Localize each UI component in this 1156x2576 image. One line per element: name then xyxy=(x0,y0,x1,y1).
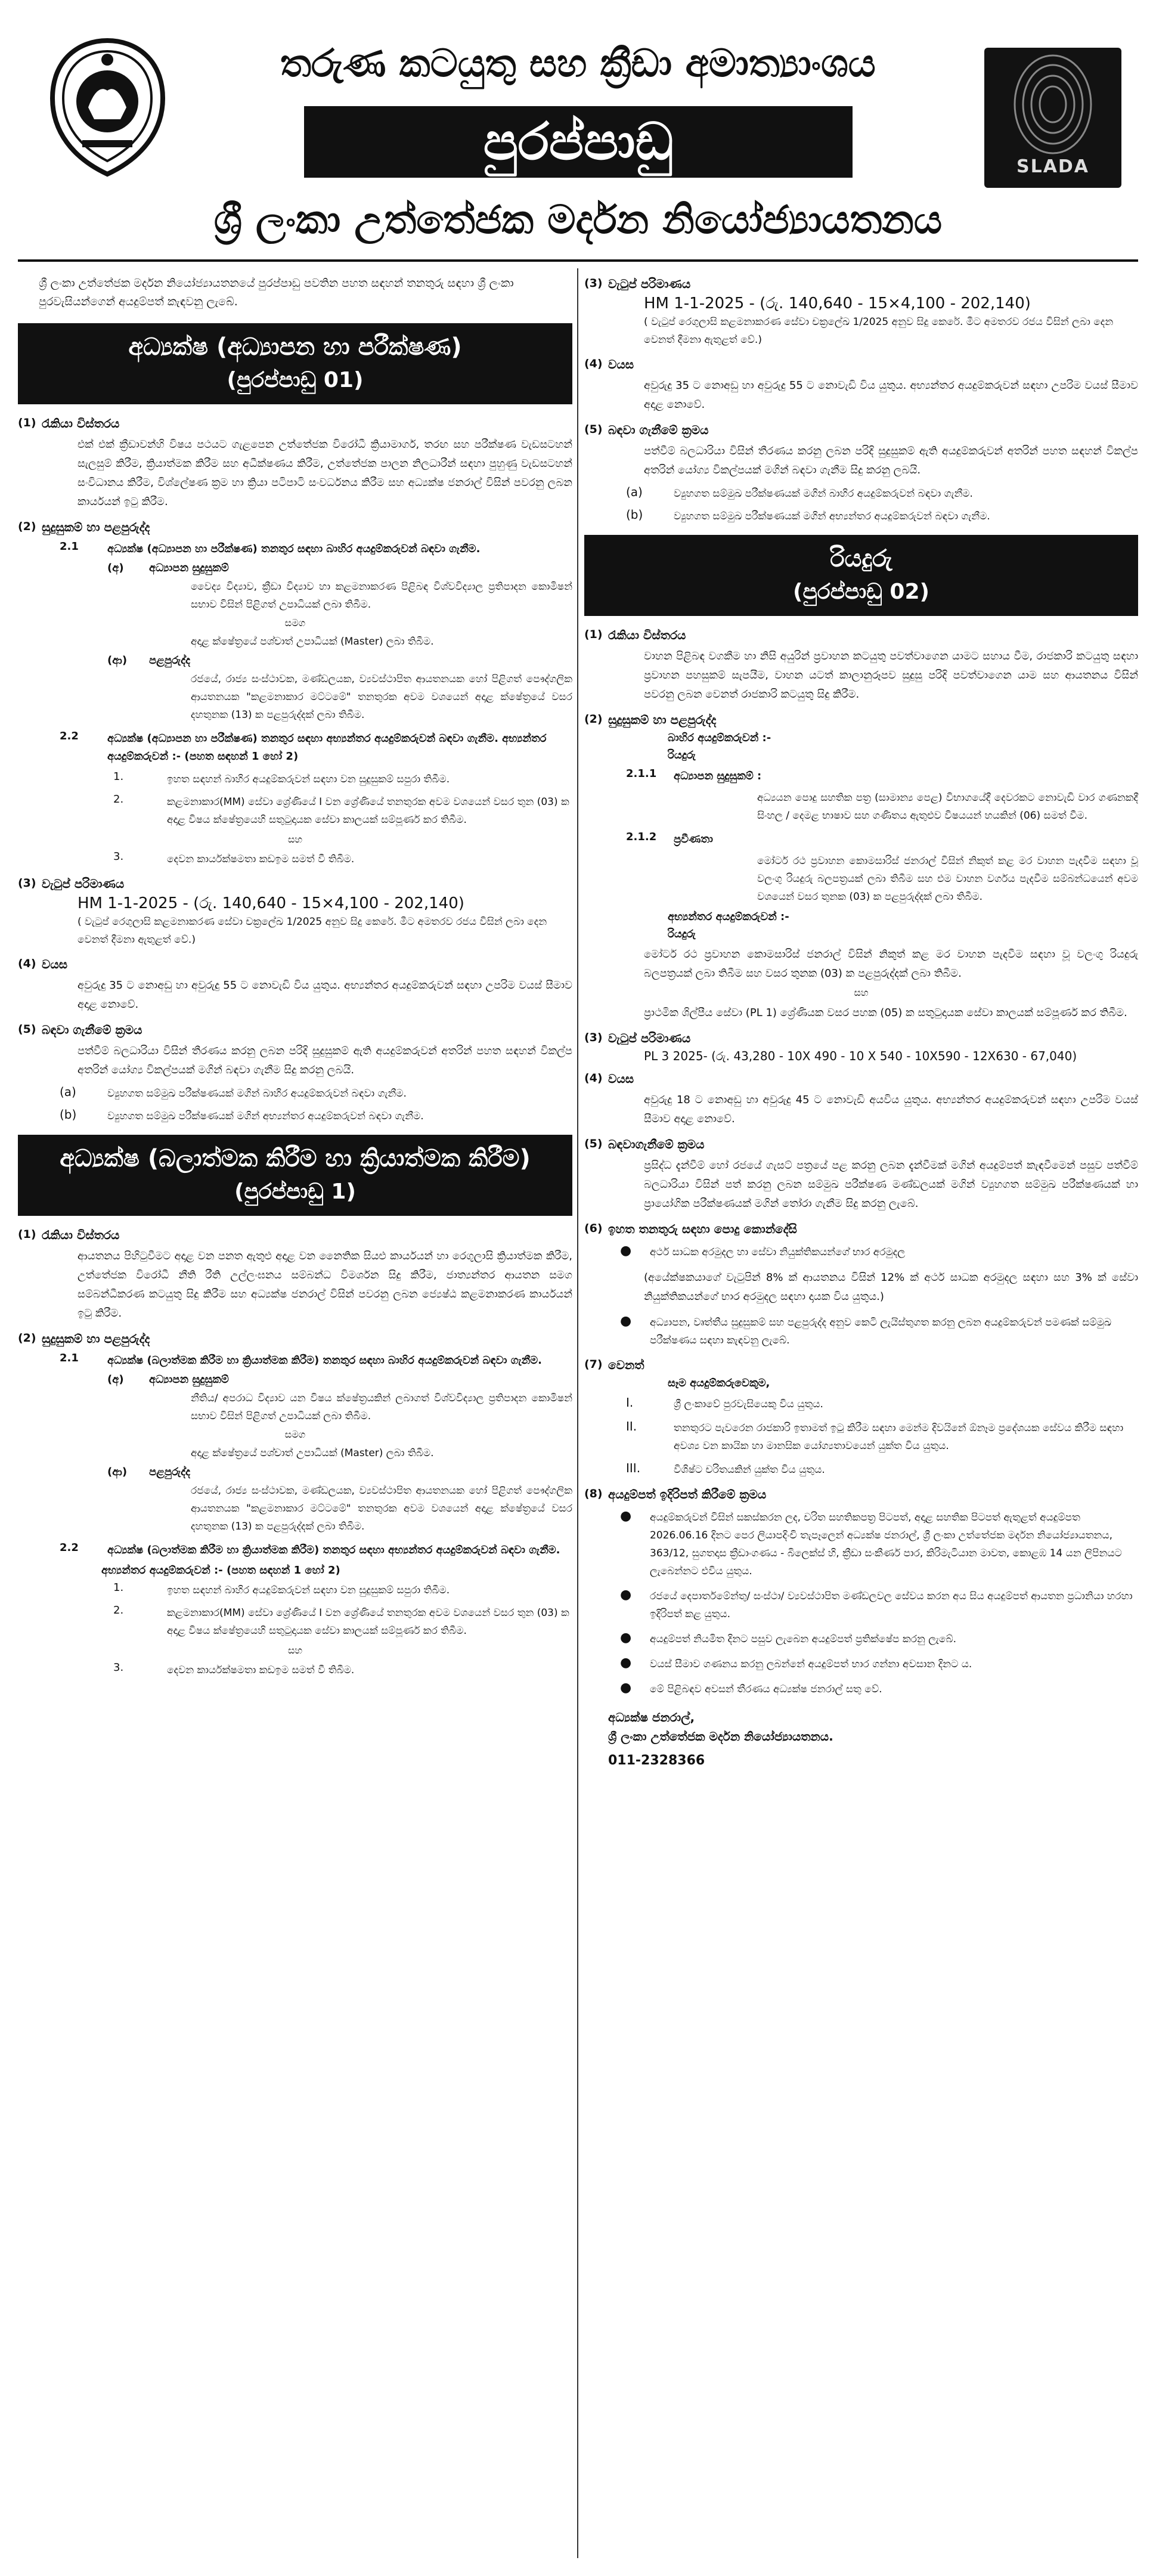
item-number: 1. xyxy=(113,1581,124,1594)
section-number: (6) xyxy=(584,1222,603,1235)
post2-section-2 xyxy=(18,1332,572,1346)
section-number: (8) xyxy=(584,1487,603,1500)
option-label: (a) xyxy=(626,485,643,499)
all-applicants-label: සෑම අයදුම්කරුවෙකුම, xyxy=(668,1377,770,1389)
section-title: රැකියා විස්තරය xyxy=(42,416,120,431)
option-label: (b) xyxy=(60,1107,77,1122)
item-text: ඉහත සඳහන් බාහිර අයදුම්කරුවන් සඳහා වන සුදුසුකම් සපුරා තිබීම. xyxy=(167,1584,450,1596)
post3-section-8 xyxy=(584,1487,1138,1501)
sub-number: 2.2 xyxy=(60,1541,79,1554)
item-label: (ආ) xyxy=(107,654,128,667)
section-title: බඳවාගැනීමේ ක්‍රමය xyxy=(608,1137,705,1151)
post3-section-1 xyxy=(584,628,1138,642)
item-title: පළපුරුද්ද xyxy=(149,654,191,667)
requirement-item xyxy=(584,1395,1138,1413)
post2-section-4 xyxy=(584,357,1138,371)
post2-internal-1 xyxy=(18,1581,572,1599)
post2-salary-note: ( වැටුප් රෙගුලාසි කළමනාකරණ සේවා චක්‍රලේඛ 1/2025 අනුව සිදු කෙරේ. මීට අමතරව රජය විසින් ලබා දෙන වෙනත් දීමනා ඇතුළත් වේ.) xyxy=(644,316,1114,346)
post2-heading xyxy=(18,1135,572,1216)
requirement-number: III. xyxy=(626,1461,641,1475)
post2-job-description: ආයතනය පිහිටුවීමට අදාළ වන පනත ඇතුළු අදාළ වන නෛතික සියළු කාර්යයන් හා රෙගුලාසි ක්‍රියාත්මක කිරීම, උත්තේජක විරෝධී නීති රීති උල්ලංඝනය සම්බන්ධ විමර්ශන සිදු කිරීම, ජාත්‍යන්තර ආයතන සමග සම්බන්ධීකරණ කටයුතු සිදු කිරීම සහ අධ්‍යක්ෂ ජනරාල් විසින් පවරනු ලබන ජ්‍යෙෂ්ඨ කළමනාකරණ කාර්යයන් ඉටු කිරීම. xyxy=(78,1250,572,1320)
post3-internal-driver-label: රියදුරු xyxy=(668,928,696,940)
post3-section-3 xyxy=(584,1031,1138,1045)
post2-experience-text: රජයේ, රාජ්‍ය සංස්ථාවක, මණ්ඩලයක, ව්‍යවස්ථාපිත ආයතනයක හෝ පිළිගත් පෞද්ගලික ආයතනයක "කළමනාකාර මට්ටමේ" තනතුරක අවම වශයෙන් අදාළ ක්ෂේත්‍රයේ වසර දහතුනක (13) ක පළපුරුද්දක් ලබා තිබීම. xyxy=(191,1485,572,1532)
post2-section-3 xyxy=(584,277,1138,291)
post3-pl-text: ප්‍රාථමික ශිල්පීය සේවා (PL 1) ශ්‍රේණියක වසර පහක (05) ක සතුටුදායක සේවා කාලයක් සම්පූර්ණ කර තිබීම. xyxy=(644,1007,1127,1019)
application-text: අයදුම්කරුවන් විසින් සකස්කරන ලද, චරිත සහතිකපත්‍ර පිටපත්, අදාළ සහතික පිටපත් ඇතුළත් අයදුම්පත 2026.06.16 දිනට පෙර ලියාපදිංචි තැපෑලෙන් අධ්‍යක්ෂ ජනරාල්, ශ්‍රී ලංකා උත්තේජක මර්දන නියෝජ්‍යායතනය, 363/12, සුගතදාස ක්‍රීඩාංගණය - බිලෙක්ස් හි, ක්‍රීඩා සංකීර්ණ පාර, කිරිමැටියාන මාවත, කොළඹ 14 යන ලිපිනයට ලැබෙන්නට එවිය යුතුය. xyxy=(650,1512,1122,1577)
requirement-number: II. xyxy=(626,1419,637,1433)
post1-heading xyxy=(18,323,572,404)
requirement-number: I. xyxy=(626,1395,634,1410)
item-text: කළමනාකාර(MM) සේවා ශ්‍රේණියේ I වන ශ්‍රේණියේ තනතුරක අවම වශයෙන් වසර තුන (03) ක අදාළ විෂය ක්ෂේත්‍රයෙහි සතුටුදායක සේවා කාලයක් සම්පූර්ණ කර තිබීම. xyxy=(167,1607,569,1637)
header-rule xyxy=(18,259,1138,262)
post3-salary: PL 3 2025- (රු. 43,280 - 10X 490 - 10 X 540 - 10X590 - 12X630 - 67,040) xyxy=(644,1049,1077,1063)
section-number: (2) xyxy=(18,520,36,533)
section-number: (4) xyxy=(584,357,603,370)
signatory-block xyxy=(584,1708,1138,1746)
post2-experience xyxy=(18,1466,572,1478)
post2-method: පත්වීම් බලධාරියා විසින් තීරණය කරනු ලබන පරිදි සුදුසුකම් ඇති අයදුම්කරුවන් අතරින් පහත සඳහන් විකල්ප අතරින් යෝග්‍ය විකල්පයක් මගින් බඳවා ගැනීම සිදු කරනු ලබයි. xyxy=(644,445,1138,476)
application-item xyxy=(584,1509,1138,1580)
requirement-text: ශ්‍රී ලංකාවේ පුරවැසියෙකු විය යුතුය. xyxy=(674,1398,823,1410)
condition-note: (අයේක්ෂකයාගේ වැටුපින් 8% ක් ආයතනය විසින් 12% ක් අර්ථ සාධක අරමුදල සඳහා සහ 3% ක් සේවා නියුක්තිකයන්ගේ භාර අරමුදල සඳහා දායක විය යුතුය.) xyxy=(644,1271,1138,1303)
section-number: (4) xyxy=(584,1072,603,1085)
section-number: (5) xyxy=(584,1137,603,1150)
option-text: ව්‍යුහගත සම්මුඛ පරීක්ෂණයක් මගින් බාහිර අයදුම්කරුවන් බඳවා ගැනීම. xyxy=(674,488,973,500)
section-number: (5) xyxy=(18,1023,36,1036)
item-title: අධ්‍යාපන සුදුසුකම් xyxy=(149,562,229,574)
left-column xyxy=(18,268,572,2558)
post2-sub-2-1 xyxy=(18,1352,572,1370)
post1-section-4 xyxy=(18,957,572,971)
sub-title: ප්‍රවීණතා xyxy=(674,833,713,846)
item-title: පළපුරුද්ද xyxy=(149,1466,191,1478)
post2-education-extra: අදාළ ක්ෂේත්‍රයේ පශ්චාත් උපාධියක් (Master) ලබා තිබීම. xyxy=(191,1447,434,1459)
post3-skills-text: මෝටර් රථ ප්‍රවාහන කොමසාරිස් ජනරාල් විසින් නිකුත් කළ මර වාහන පැදවීම සඳහා වූ වලංගු රියදුරු බලපත්‍රයක් ලබා තිබීම සහ එම වාහන වර්ගය පැදවීම සම්බන්ධයෙන් අවම වශයෙන් වසර තුනක (03) ක පළපුරුද්දක් ලබා තිබීම. xyxy=(757,855,1138,903)
sub-number: 2.1.1 xyxy=(626,767,657,780)
section-title: වැටුප් පරිමාණය xyxy=(608,1031,691,1045)
item-number: 3. xyxy=(113,850,124,863)
section-title: අයදුම්පත් ඉදිරිපත් කිරීමේ ක්‍රමය xyxy=(608,1487,767,1501)
requirement-item xyxy=(584,1461,1138,1479)
application-text: රජයේ දෙපාර්තමේන්තු/ සංස්ථා/ ව්‍යවස්ථාපිත මණ්ඩලවල සේවය කරන අය සිය අයදුම්පත් ආයතන ප්‍රධානියා හරහා ඉදිරිපත් කළ යුතුය. xyxy=(650,1590,1133,1620)
application-item xyxy=(584,1630,1138,1648)
item-text: කළමනාකාර(MM) සේවා ශ්‍රේණියේ I වන ශ්‍රේණියේ තනතුරක අවම වශයෙන් වසර තුන (03) ක අදාළ විෂය ක්ෂේත්‍රයෙහි සතුටුදායක සේවා කාලයක් සම්පූර්ණ කර තිබීම. xyxy=(167,796,569,826)
sub-number: 2.1 xyxy=(60,540,79,553)
post2-option-a xyxy=(584,485,1138,503)
post3-external-label: බාහිර අයදුම්කරුවන් :- xyxy=(668,732,771,744)
post2-section-1 xyxy=(18,1228,572,1242)
notice-header xyxy=(18,18,1138,262)
item-title: අධ්‍යාපන සුදුසුකම් xyxy=(149,1373,229,1386)
contact-phone: 011-2328366 xyxy=(608,1753,705,1768)
post3-section-2 xyxy=(584,713,1138,727)
section-title: වෙනත් xyxy=(608,1358,644,1372)
requirement-item xyxy=(584,1419,1138,1455)
post2-subtitle: (පුරප්පාඩු 1) xyxy=(234,1179,356,1204)
post1-title: අධ්‍යක්ෂ (අධ්‍යාපන හා පරීක්ෂණ) xyxy=(128,333,462,361)
condition-text: අධ්‍යාපන, වෘත්තීය සුදුසුකම් සහ පළපුරුද්ද අනුව කෙටි ලැයිස්තුගත කරනු ලබන අයදුම්කරුවන් පමණක් සම්මුඛ පරීක්ෂණය සඳහා කැඳවනු ලැබේ. xyxy=(650,1317,1112,1346)
item-number: 2. xyxy=(113,793,124,806)
post3-section-4 xyxy=(584,1072,1138,1086)
section-title: ඉහත තනතුරු සඳහා පොදු කොන්දේසි xyxy=(608,1222,797,1236)
bullet-icon: ● xyxy=(620,1630,632,1645)
item-text: දෙවන කාර්යක්ෂමතා කඩඉම සමත් වී තිබීම. xyxy=(167,853,355,865)
option-label: (a) xyxy=(60,1085,76,1099)
application-text: අයදුම්පත් නියමිත දිනට පසුව ලැබෙන අයදුම්පත් ප්‍රතික්ෂේප කරනු ලැබේ. xyxy=(650,1633,957,1645)
agency-title: ශ්‍රී ලංකා උත්තේජක මර්දන නියෝජ්‍යායතනය xyxy=(213,197,943,243)
post1-section-1 xyxy=(18,416,572,431)
intro-text: ශ්‍රී ලංකා උත්තේජක මර්දන නියෝජ්‍යායතනයේ පුරප්පාඩු පවතින පහත සඳහන් තනතුරු සඳහා ශ්‍රී ලංකා පුරවැසියන්ගෙන් අයදුම්පත් කැඳවනු ලැබේ. xyxy=(39,277,514,308)
connector-word: සමග xyxy=(284,617,306,628)
section-title: සුදුසුකම් හා පළපුරුද්ද xyxy=(42,520,150,534)
post1-sub-2-1 xyxy=(18,540,572,558)
section-number: (2) xyxy=(584,713,603,726)
post2-section-5 xyxy=(584,423,1138,437)
connector-word: සහ xyxy=(287,834,303,845)
post2-salary: HM 1-1-2025 - (රු. 140,640 - 15×4,100 - 202,140) xyxy=(644,295,1031,312)
bullet-icon: ● xyxy=(620,1655,632,1670)
option-text: ව්‍යුහගත සම්මුඛ පරීක්ෂණයක් මගින් බාහිර අයදුම්කරුවන් බඳවා ගැනීම. xyxy=(107,1088,407,1100)
sub-title: අධ්‍යක්ෂ (බලාත්මක කිරීම හා ක්‍රියාත්මක කිරීම) තනතුර සඳහා බාහිර අයදුම්කරුවන් බඳවා ගැනීම. xyxy=(107,1354,543,1367)
post1-experience xyxy=(18,654,572,667)
slada-logo-text: SLADA xyxy=(1016,156,1090,177)
application-item xyxy=(584,1680,1138,1698)
item-label: (අ) xyxy=(107,562,124,574)
sub-title: අධ්‍යක්ෂ (අධ්‍යාපන හා පරීක්ෂණ) තනතුර සඳහා බාහිර අයදුම්කරුවන් බඳවා ගැනීම. xyxy=(107,543,481,555)
connector-word: සමග xyxy=(284,1429,306,1440)
requirement-text: විශිෂ්ට චරිතයකින් යුක්ත විය යුතුය. xyxy=(674,1464,825,1476)
section-title: රැකියා විස්තරය xyxy=(608,628,686,642)
sub-number: 2.1 xyxy=(60,1352,79,1364)
item-number: 3. xyxy=(113,1661,124,1674)
item-label: (ආ) xyxy=(107,1466,128,1478)
post1-job-description: එක් එක් ක්‍රීඩාවන්හි විෂය පථයට ගැළපෙන උත්තේජක විරෝධී ක්‍රියාමාර්ග, තරඟ සහ පරීක්ෂණ වැඩසටහන් සැලසුම් කිරීම, ක්‍රියාත්මක කිරීම සහ අධීක්ෂණය කිරීම, උත්තේජක පාලන නිලධාරීන් සඳහා පුහුණු වැඩසටහන් සංවිධානය කිරීම, විශ්ලේෂණ ක්‍රම හා ක්‍රියා පටිපාටි සංවර්ධනය කිරීම සහ අධ්‍යක්ෂ ජනරාල් විසින් පවරනු ලබන කාර්යයන් ඉටු කිරීම. xyxy=(78,438,572,508)
section-title: සුදුසුකම් හා පළපුරුද්ද xyxy=(42,1332,150,1346)
post2-internal-2 xyxy=(18,1604,572,1640)
post3-section-6 xyxy=(584,1222,1138,1236)
option-text: ව්‍යුහගත සම්මුඛ පරීක්ෂණයක් මගින් අභ්‍යන්තර අයදුම්කරුවන් බඳවා ගැනීම. xyxy=(107,1110,424,1122)
post1-subtitle: (පුරප්පාඩු 01) xyxy=(227,368,364,392)
section-title: වයස xyxy=(42,957,68,971)
item-text: ඉහත සඳහන් බාහිර අයදුම්කරුවන් සඳහා වන සුදුසුකම් සපුරා තිබීම. xyxy=(167,773,450,785)
section-number: (1) xyxy=(18,416,36,429)
post2-education xyxy=(18,1373,572,1386)
post1-section-2 xyxy=(18,520,572,534)
option-label: (b) xyxy=(626,507,643,522)
post2-title: අධ්‍යක්ෂ (බලාත්මක කිරීම හා ක්‍රියාත්මක කිරීම) xyxy=(60,1145,531,1172)
section-title: බඳවා ගැනීමේ ක්‍රමය xyxy=(608,423,709,437)
post3-title: රියදුරු xyxy=(830,545,892,572)
post1-salary-note: ( වැටුප් රෙගුලාසි කළමනාකරණ සේවා චක්‍රලේඛ 1/2025 අනුව සිදු කෙරේ. මීට අමතරව රජය විසින් ලබා දෙන වෙනත් දීමනා ඇතුළත් වේ.) xyxy=(78,916,547,946)
section-number: (3) xyxy=(18,877,36,890)
post3-education-text: අධ්‍යයන පොදු සහතික පත්‍ර (සාමාන්‍ය පෙළ) විභාගයේදී දෙවරකට නොවැඩි වාර ගණනකදී සිංහල / දෙමළ භාෂාව සහ ගණිතය ඇතුළුව විෂයයන් හයකින් (06) සමත් වීම. xyxy=(757,792,1138,822)
post1-experience-text: රජයේ, රාජ්‍ය සංස්ථාවක, මණ්ඩලයක, ව්‍යවස්ථාපිත ආයතනයක හෝ පිළිගත් පෞද්ගලික ආයතනයක "කළමනාකාර මට්ටමේ" තනතුරක අවම වශයෙන් අදාළ ක්ෂේත්‍රයේ වසර දහතුනක (13) ක පළපුරුද්දක් ලබා තිබීම. xyxy=(191,673,572,721)
section-title: වැටුප් පරිමාණය xyxy=(608,277,691,291)
post1-internal-2 xyxy=(18,793,572,829)
post3-subtitle: (පුරප්පාඩු 02) xyxy=(793,580,929,604)
section-number: (5) xyxy=(584,423,603,436)
condition-item xyxy=(584,1314,1138,1349)
post3-section-5 xyxy=(584,1137,1138,1151)
post1-sub-2-2 xyxy=(18,730,572,766)
fingerprint-icon xyxy=(984,48,1121,161)
signatory-title: අධ්‍යක්ෂ ජනරාල්, xyxy=(608,1710,695,1724)
post3-job-description: වාහන පිළිබඳ වගකීම හා නිසි අයුරින් ප්‍රවාහන කටයුතු පවත්වාගෙන යාමට සහාය වීම, රාජකාරි කටයුතු සඳහා ප්‍රවාහන පහසුකම් සැපයීම, වාහන යටත් කාලානුරූපව සුදුසු පරිදි පවත්වාගෙන යාම සහ ආයතනය විසින් පවරනු ලබන වෙනත් රාජකාරි කටයුතු සිදු කිරීම. xyxy=(644,650,1138,701)
condition-item xyxy=(584,1243,1138,1261)
condition-text: අර්ථ සාධක අරමුදල හා සේවා නියුක්තිකයන්ගේ භාර අරමුදල xyxy=(650,1246,906,1258)
post3-sub-2-1-2 xyxy=(584,831,1138,849)
post2-option-b xyxy=(584,507,1138,525)
right-column xyxy=(584,268,1138,2558)
sub-number: 2.1.2 xyxy=(626,831,657,843)
post3-internal-text: මෝටර් රථ ප්‍රවාහන කොමසාරිස් ජනරාල් විසින් නිකුත් කළ මර වාහන පැදවීම සඳහා වූ වලංගු රියදුරු බලපත්‍රයක් ලබා තිබීම සහ වසර තුනක (03) ක පළපුරුද්දක් ලබා තිබීම. xyxy=(644,948,1138,980)
post3-section-7 xyxy=(584,1358,1138,1372)
item-label: (අ) xyxy=(107,1373,124,1386)
connector-word: සහ xyxy=(287,1645,303,1656)
sub-title: අධ්‍යක්ෂ (බලාත්මක කිරීම හා ක්‍රියාත්මක කිරීම) තනතුර සඳහා අභ්‍යන්තර අයදුම්කරුවන් බඳවා ගැනීම. xyxy=(107,1544,560,1556)
item-number: 2. xyxy=(113,1604,124,1617)
post1-salary: HM 1-1-2025 - (රු. 140,640 - 15×4,100 - 202,140) xyxy=(78,894,464,912)
section-number: (3) xyxy=(584,1031,603,1044)
post1-internal-1 xyxy=(18,770,572,788)
post1-section-5 xyxy=(18,1023,572,1037)
bullet-icon: ● xyxy=(620,1243,632,1258)
section-title: බඳවා ගැනීමේ ක්‍රමය xyxy=(42,1023,142,1037)
item-text: දෙවන කාර්යක්ෂමතා කඩඉම සමත් වී තිබීම. xyxy=(167,1664,355,1676)
sub-number: 2.2 xyxy=(60,730,79,742)
section-title: රැකියා විස්තරය xyxy=(42,1228,120,1242)
notice-page xyxy=(18,18,1138,2558)
post1-method: පත්වීම් බලධාරියා විසින් තීරණය කරනු ලබන පරිදි සුදුසුකම් ඇති අයදුම්කරුවන් අතරින් පහත සඳහන් විකල්ප අතරින් යෝග්‍ය විකල්පයක් මගින් බඳවා ගැනීම සිදු කරනු ලබයි. xyxy=(78,1045,572,1076)
post3-method: ප්‍රසිද්ධ දැන්වීම් හෝ රජයේ ගැසට් පත්‍රයේ පළ කරනු ලබන දැන්වීමක් මගින් අයදුම්පත් කැඳවීමෙන් පසුව පත්වීම් බලධාරියා විසින් පත් කරනු ලබන සම්මුඛ පරීක්ෂණ මණ්ඩලයක් මගින් ව්‍යුහගත සම්මුඛ පරීක්ෂණයක් හා ප්‍රායෝගික පරීක්ෂණයක් මගින් තෝරා ගැනීම සිදු කරනු ලැබේ. xyxy=(644,1159,1138,1210)
bullet-icon: ● xyxy=(620,1587,632,1602)
section-number: (1) xyxy=(18,1228,36,1241)
post3-sub-2-1-1 xyxy=(584,767,1138,785)
signatory-agency: ශ්‍රී ලංකා උත්තේජක මර්දන නියෝජ්‍යායතනය. xyxy=(608,1729,833,1744)
ministry-title: තරුණ කටයුතු සහ ක්‍රීඩා අමාත්‍යාංශය xyxy=(280,42,876,86)
post2-internal-3 xyxy=(18,1661,572,1679)
post1-option-b xyxy=(18,1107,572,1125)
bullet-icon: ● xyxy=(620,1314,632,1329)
sub-title: අධ්‍යාපන සුදුසුකම් : xyxy=(674,770,762,782)
slada-logo xyxy=(984,48,1121,188)
post3-age: අවුරුදු 18 ට නොඅඩු හා අවුරුදු 45 ට නොවැඩි අයවිය යුතුය. අභ්‍යන්තර අයදුම්කරුවන් සඳහා උපරිම වයස් සීමාව අදාළ නොවේ. xyxy=(644,1094,1138,1125)
section-title: සුදුසුකම් හා පළපුරුද්ද xyxy=(608,713,717,727)
connector-word: සහ xyxy=(854,987,869,998)
post2-age: අවුරුදු 35 ට නොඅඩු හා අවුරුදු 55 ට නොවැඩි විය යුතුය. අභ්‍යන්තර අයදුම්කරුවන් සඳහා උපරිම වයස් සීමාව අදාළ නොවේ. xyxy=(644,379,1138,411)
post2-sub-2-2 xyxy=(18,1541,572,1559)
bullet-icon: ● xyxy=(620,1680,632,1695)
post2-internal-label: අභ්‍යන්තර අයදුම්කරුවන් :- (පහත සඳහන් 1 හෝ 2) xyxy=(101,1564,340,1577)
vacancies-banner: පුරප්පාඩු xyxy=(304,106,853,178)
post1-age: අවුරුදු 35 ට නොඅඩු හා අවුරුදු 55 ට නොවැඩි විය යුතුය. අභ්‍යන්තර අයදුම්කරුවන් සඳහා උපරිම වයස් සීමාව අදාළ නොවේ. xyxy=(78,979,572,1011)
section-number: (4) xyxy=(18,957,36,970)
section-title: වැටුප් පරිමාණය xyxy=(42,877,125,891)
post1-internal-3 xyxy=(18,850,572,868)
section-number: (1) xyxy=(584,628,603,641)
post3-heading xyxy=(584,535,1138,616)
section-number: (3) xyxy=(584,277,603,290)
item-number: 1. xyxy=(113,770,124,783)
post3-internal-label: අභ්‍යන්තර අයදුම්කරුවන් :- xyxy=(668,911,789,923)
post1-section-3 xyxy=(18,877,572,891)
post1-education-extra: අදාළ ක්ෂේත්‍රයේ පශ්චාත් උපාධියක් (Master) ලබා තිබීම. xyxy=(191,636,434,648)
bullet-icon: ● xyxy=(620,1509,632,1524)
column-divider xyxy=(577,268,578,2558)
section-number: (2) xyxy=(18,1332,36,1345)
post1-option-a xyxy=(18,1085,572,1103)
requirement-text: තනතුරට පැවරෙන රාජකාරි ඉතාමත් ඉටු කිරීම සඳහා මෙන්ම දිවයිනේ ඕනෑම ප්‍රදේශයක සේවය කිරීම සඳහා අවශ්‍ය වන කායික හා මානසික යෝග්‍යතාවයෙන් යුක්ත විය යුතුය. xyxy=(674,1422,1124,1452)
application-item xyxy=(584,1587,1138,1623)
section-title: වයස xyxy=(608,1072,634,1086)
post3-driver-label: රියදුරු xyxy=(668,749,696,761)
application-text: මේ පිළිබඳව අවසන් තීරණය අධ්‍යක්ෂ ජනරාල් සතු වේ. xyxy=(650,1683,882,1695)
option-text: ව්‍යුහගත සම්මුඛ පරීක්ෂණයක් මගින් අභ්‍යන්තර අයදුම්කරුවන් බඳවා ගැනීම. xyxy=(674,510,990,522)
post1-education xyxy=(18,562,572,574)
post2-education-text: නීතිය/ අපරාධ විද්‍යාව යන විෂය ක්ෂේත්‍රයකින් ලබාගත් විශ්වවිද්‍යාල ප්‍රතිපාදන කොමිෂන් සභාව විසින් පිළිගත් උපාධියක් ලබා තිබීම. xyxy=(191,1392,572,1422)
application-text: වයස් සීමාව ගණනය කරනු ලබන්නේ අයදුම්පත් භාර ගන්නා අවසාන දිනට ය. xyxy=(650,1658,972,1670)
section-title: වයස xyxy=(608,357,634,371)
post1-education-text: වෛද්‍ය විද්‍යාව, ක්‍රීඩා විද්‍යාව හා කළමනාකරණ පිළිබඳ විශ්වවිද්‍යාල ප්‍රතිපාදන කොමිෂන් සභාව විසින් පිළිගත් උපාධියක් ලබා තිබීම. xyxy=(191,581,572,611)
sub-title: අධ්‍යක්ෂ (අධ්‍යාපන හා පරීක්ෂණ) තනතුර සඳහා අභ්‍යන්තර අයදුම්කරුවන් බඳවා ගැනීම. අභ්‍යන්තර අයදුම්කරුවන් :- (පහත සඳහන් 1 හෝ 2) xyxy=(107,732,547,763)
section-number: (7) xyxy=(584,1358,603,1371)
application-item xyxy=(584,1655,1138,1673)
